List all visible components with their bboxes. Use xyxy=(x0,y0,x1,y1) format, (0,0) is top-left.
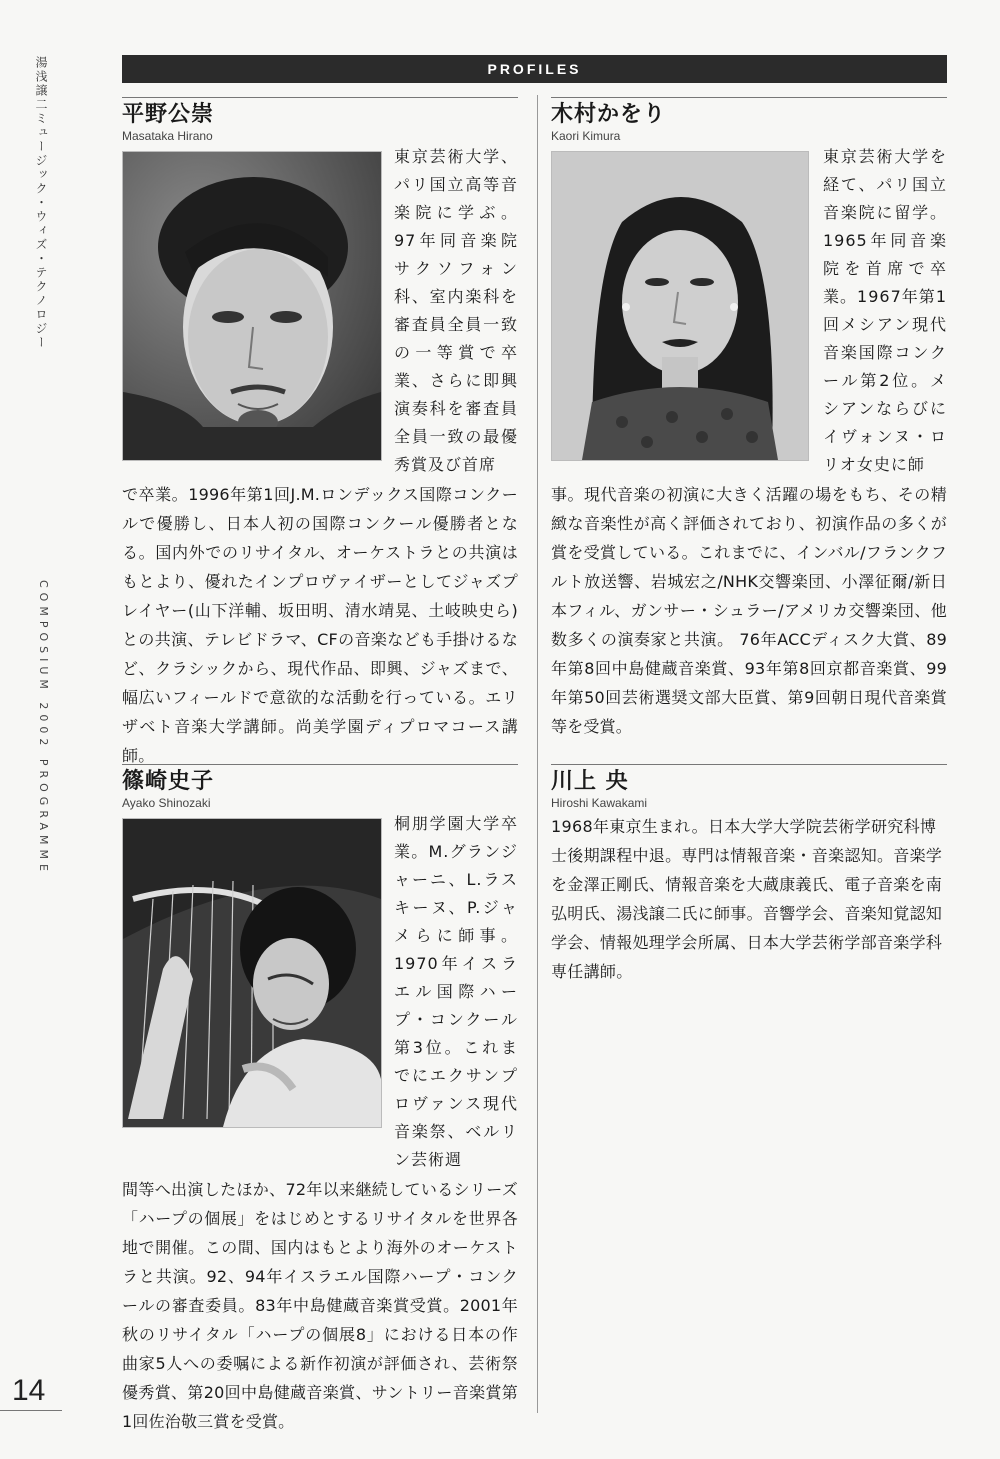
portrait-photo xyxy=(551,151,809,461)
profile-side-text: 東京芸術大学を経て、パリ国立音楽院に留学。1965年同音楽院を首席で卒業。1967年第1回メシアン現代音楽国際コンクール第2位。メシアンならびにイヴォンヌ・ロリオ女史に師 xyxy=(823,147,947,474)
profile-shinozaki xyxy=(122,764,518,1436)
profile-name: 篠崎史子 xyxy=(122,769,215,794)
profile-roman-name: Hiroshi Kawakami xyxy=(551,796,648,810)
profile-body-text: 1968年東京生まれ。日本大学大学院芸術学研究科博士後期課程中退。専門は情報音楽・音楽認知。音楽学を金澤正剛氏、情報音楽を大蔵康義氏、電子音楽を南弘明氏、湯浅譲二氏に師事。音響学会、音楽知覚認知学会、情報処理学会所属、日本大学芸術学部音楽学科専任講師。 xyxy=(551,817,943,981)
profile-top-block xyxy=(122,814,518,1174)
profile-roman-name: Masataka Hirano xyxy=(122,129,213,143)
profile-roman-name: Kaori Kimura xyxy=(551,129,621,143)
profile-rule xyxy=(122,97,518,98)
portrait-photo xyxy=(122,818,382,1128)
profile-rule xyxy=(122,764,518,765)
portrait-photo xyxy=(122,151,382,461)
column-divider xyxy=(537,95,538,1413)
profile-hirano xyxy=(122,97,518,770)
profile-roman-name: Ayako Shinozaki xyxy=(122,796,211,810)
profile-top-block xyxy=(122,147,518,479)
profile-side-text: 桐朋学園大学卒業。M.グランジャーニ、L.ラスキーヌ、P.ジャメらに師事。1970年イスラエル国際ハープ・コンクール第3位。これまでにエクサンプロヴァンス現代音楽祭、ベルリン芸術週 xyxy=(394,814,518,1169)
profile-side-text: 東京芸術大学、パリ国立高等音楽院に学ぶ。97年同音楽院サクソフォン科、室内楽科を審査員全員一致の一等賞で卒業、さらに即興演奏科を審査員全員一致の最優秀賞及び首席 xyxy=(394,147,518,474)
profile-kimura xyxy=(551,97,947,741)
profile-top-block xyxy=(551,147,947,479)
profile-name: 川上 央 xyxy=(551,769,629,794)
profiles-banner: PROFILES xyxy=(122,55,947,83)
page-number-rule xyxy=(0,1410,62,1411)
profile-body-text: 事。現代音楽の初演に大きく活躍の場をもち、その精緻な音楽性が高く評価されており、初演作品の多くが賞を受賞している。これまでに、インバル/フランクフルト放送響、岩城宏之/NHK交響楽団、小澤征爾/新日本フィル、ガンサー・シュラー/アメリカ交響楽団、他数多くの演奏家と共演。 76年ACCディスク大賞、89年第8回中島健蔵音楽賞、93年第8回京都音楽賞、99年第50回芸術選奨文部大臣賞、第9回朝日現代音楽賞等を受賞。 xyxy=(551,485,947,736)
profile-kawakami xyxy=(551,764,947,986)
sidebar-series-title: 湯浅譲二ミュージック・ウィズ・テクノロジー xyxy=(34,56,48,350)
profile-body-text: 間等へ出演したほか、72年以来継続しているシリーズ「ハープの個展」をはじめとするリサイタルを世界各地で開催。この間、国内はもとより海外のオーケストラと共演。92、94年イスラエル国際ハープ・コンクールの審査委員。83年中島健蔵音楽賞受賞。2001年秋のリサイタル「ハープの個展8」における日本の作曲家5人への委嘱による新作初演が評価され、芸術祭優秀賞、第20回中島健蔵音楽賞、サントリー音楽賞第1回佐治敬三賞を受賞。 xyxy=(122,1180,518,1431)
sidebar-programme-label: COMPOSIUM 2002 PROGRAMME xyxy=(37,580,50,876)
profile-rule xyxy=(551,97,947,98)
profile-rule xyxy=(551,764,947,765)
profile-name: 木村かをり xyxy=(551,102,667,127)
page-number: 14 xyxy=(12,1374,46,1407)
profile-body-text: で卒業。1996年第1回J.M.ロンデックス国際コンクールで優勝し、日本人初の国際コンクール優勝者となる。国内外でのリサイタル、オーケストラとの共演はもとより、優れたインプロヴァイザーとしてジャズプレイヤー(山下洋輔、坂田明、清水靖晃、土岐映史ら)との共演、テレビドラマ、CFの音楽なども手掛けるなど、クラシックから、現代作品、即興、ジャズまで、幅広いフィールドで意欲的な活動を行っている。エリザベト音楽大学講師。尚美学園ディプロマコース講師。 xyxy=(122,485,518,765)
profile-name: 平野公崇 xyxy=(122,102,215,127)
